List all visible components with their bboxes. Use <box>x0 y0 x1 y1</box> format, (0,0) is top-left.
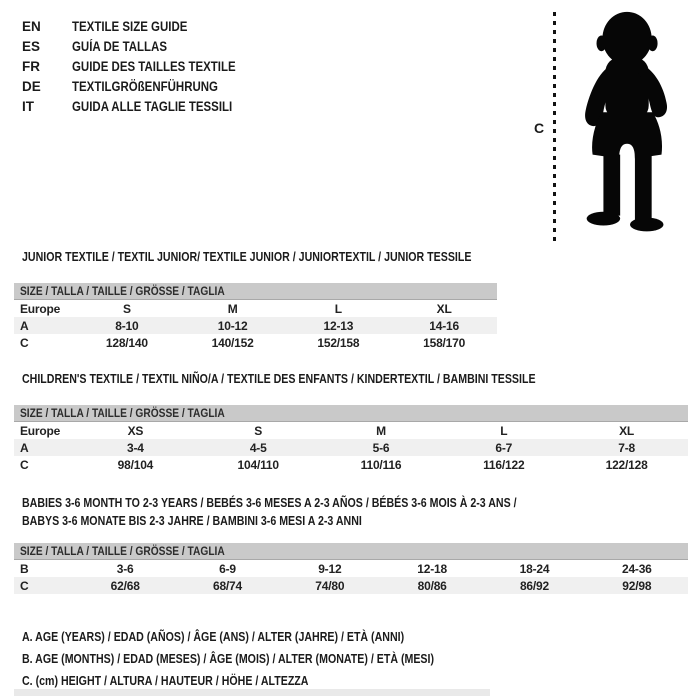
table-row <box>14 577 688 594</box>
language-label: TEXTILGRÖßENFÜHRUNG <box>71 79 218 94</box>
size-cell: 158/170 <box>423 335 466 350</box>
table-row <box>14 422 688 439</box>
babies-size-table <box>14 560 688 594</box>
size-cell: XS <box>127 423 144 438</box>
table-row <box>14 334 497 351</box>
size-cell: XL <box>619 423 635 438</box>
note-age-years <box>22 626 507 648</box>
row-label: B <box>20 561 29 576</box>
size-header-text: SIZE / TALLA / TAILLE / GRÖSSE / TAGLIA <box>20 406 225 420</box>
table-row <box>14 560 688 577</box>
size-cell: M <box>376 423 386 438</box>
table-row <box>14 317 497 334</box>
size-cell: 6-7 <box>495 440 513 455</box>
row-label: C <box>20 457 29 472</box>
size-cell: 3-4 <box>127 440 144 455</box>
size-cell: XL <box>436 301 452 316</box>
language-code: FR <box>22 59 40 74</box>
junior-size-table <box>14 300 497 351</box>
size-header-text: SIZE / TALLA / TAILLE / GRÖSSE / TAGLIA <box>20 544 225 558</box>
size-cell: 14-16 <box>429 318 459 333</box>
junior-size-header-bar <box>14 283 497 300</box>
table-row <box>14 300 497 317</box>
language-list <box>22 17 264 117</box>
size-cell: 98/104 <box>117 457 154 472</box>
language-label: GUIDA ALLE TAGLIE TESSILI <box>71 99 232 114</box>
size-cell: 152/158 <box>317 335 360 350</box>
note-text: A. AGE (YEARS) / EDAD (AÑOS) / ÂGE (ANS) / ALTER (JAHRE) / ETÀ (ANNI) <box>22 630 405 644</box>
children-table-title <box>22 371 626 387</box>
size-cell: M <box>227 301 238 316</box>
size-cell: 8-10 <box>115 318 139 333</box>
language-row <box>22 97 264 117</box>
children-title-text: CHILDREN'S TEXTILE / TEXTIL NIÑO/A / TEXTILE DES ENFANTS / KINDERTEXTIL / BAMBINI TESSILE <box>22 372 536 386</box>
size-cell: 10-12 <box>217 318 248 333</box>
size-cell: 116/122 <box>483 457 525 472</box>
size-cell: 68/74 <box>212 578 242 593</box>
size-cell: 6-9 <box>219 561 236 576</box>
note-text: B. AGE (MONTHS) / EDAD (MESES) / ÂGE (MOIS) / ALTER (MONATE) / ETÀ (MESI) <box>22 652 435 666</box>
language-row <box>22 17 264 37</box>
size-cell: 110/116 <box>360 457 402 472</box>
size-cell: 9-12 <box>318 561 342 576</box>
note-age-months <box>22 648 507 670</box>
size-cell: 128/140 <box>105 335 148 350</box>
height-dashed-line-icon <box>553 12 556 245</box>
size-cell: 18-24 <box>519 561 550 576</box>
height-measure-figure <box>534 8 694 250</box>
size-cell: 7-8 <box>618 440 635 455</box>
babies-title-text-2: BABYS 3-6 MONATE BIS 2-3 JAHRE / BAMBINI 3-6 MESI A 2-3 ANNI <box>22 514 362 528</box>
legend-notes <box>22 626 507 692</box>
size-cell: 3-6 <box>116 561 134 576</box>
language-code: EN <box>22 19 41 34</box>
size-cell: 104/110 <box>237 457 279 472</box>
babies-title-text-1: BABIES 3-6 MONTH TO 2-3 YEARS / BEBÉS 3-6 MESES A 2-3 AÑOS / BÉBÉS 3-6 MOIS À 2-3 ANS / <box>22 496 517 510</box>
height-marker-label: C <box>534 120 545 136</box>
size-header-text: SIZE / TALLA / TAILLE / GRÖSSE / TAGLIA <box>20 284 225 298</box>
language-label: TEXTILE SIZE GUIDE <box>71 19 188 34</box>
junior-title-text: JUNIOR TEXTILE / TEXTIL JUNIOR/ TEXTILE JUNIOR / JUNIORTEXTIL / JUNIOR TESSILE <box>22 250 472 264</box>
size-cell: 74/80 <box>315 578 345 593</box>
language-row <box>22 37 264 57</box>
size-cell: 5-6 <box>372 440 390 455</box>
table-row <box>14 439 688 456</box>
row-label: C <box>20 335 29 350</box>
junior-table-title <box>22 249 551 265</box>
size-cell: 12-18 <box>417 561 447 576</box>
language-code: DE <box>22 79 41 94</box>
language-row <box>22 57 264 77</box>
size-cell: S <box>254 423 263 438</box>
size-cell: L <box>500 423 508 438</box>
row-label: A <box>20 440 29 455</box>
row-label: Europe <box>20 423 61 438</box>
size-cell: S <box>122 301 131 316</box>
row-label: A <box>20 318 29 333</box>
language-code: IT <box>22 99 34 114</box>
size-cell: 24-36 <box>621 561 652 576</box>
babies-table-title-line2 <box>22 513 422 529</box>
size-cell: 4-5 <box>249 440 267 455</box>
size-cell: 122/128 <box>605 457 648 472</box>
language-code: ES <box>22 39 41 54</box>
toddler-silhouette-icon <box>566 8 694 248</box>
children-size-header-bar <box>14 405 688 422</box>
size-cell: 92/98 <box>622 578 652 593</box>
size-cell: 86/92 <box>519 578 549 593</box>
size-cell: L <box>334 301 342 316</box>
babies-table-title-line1 <box>22 495 604 511</box>
table-row <box>14 456 688 473</box>
size-cell: 62/68 <box>110 578 140 593</box>
babies-size-header-bar <box>14 543 688 560</box>
language-row <box>22 77 264 97</box>
size-cell: 80/86 <box>417 578 447 593</box>
language-label: GUIDE DES TAILLES TEXTILE <box>71 59 236 74</box>
cutoff-header-bar <box>14 689 490 696</box>
row-label: Europe <box>20 301 61 316</box>
row-label: C <box>20 578 29 593</box>
children-size-table <box>14 422 688 473</box>
language-label: GUÍA DE TALLAS <box>71 39 167 54</box>
note-text: C. (cm) HEIGHT / ALTURA / HAUTEUR / HÖHE / ALTEZZA <box>22 674 309 688</box>
size-cell: 140/152 <box>211 335 254 350</box>
size-cell: 12-13 <box>323 318 354 333</box>
